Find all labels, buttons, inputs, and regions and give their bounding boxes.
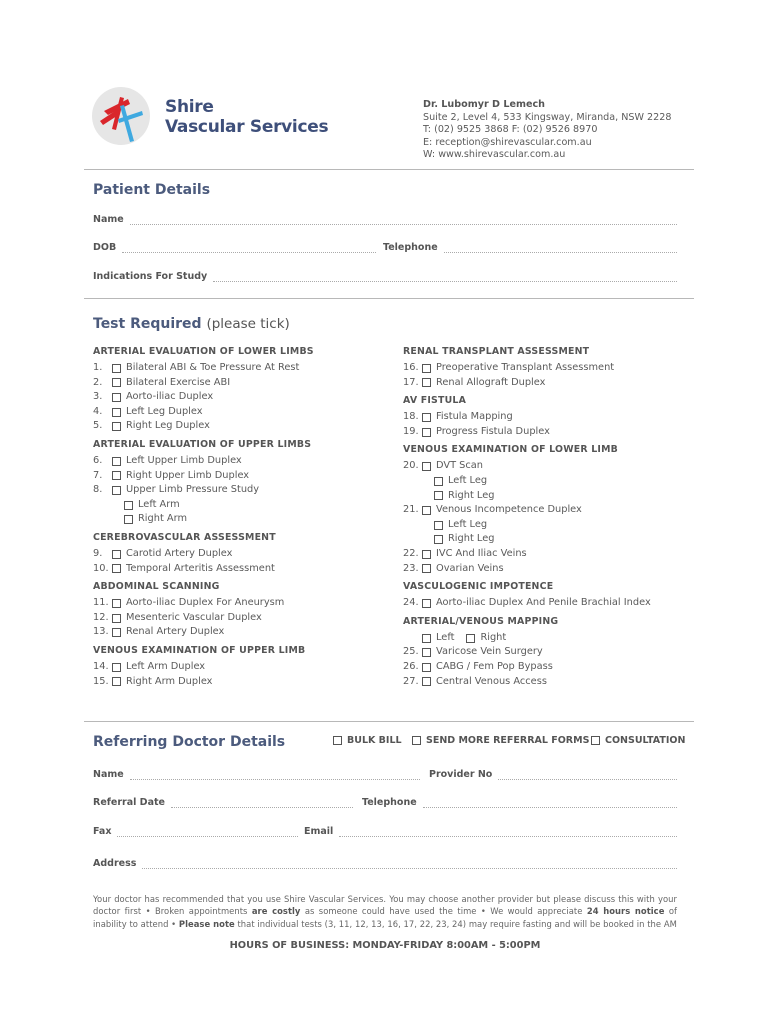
test-number: 18. <box>403 411 419 423</box>
checkbox-box[interactable] <box>422 648 431 657</box>
test-checkbox-item[interactable] <box>403 547 693 562</box>
test-group <box>93 581 383 640</box>
notice-text: of inability to attend • <box>93 906 677 929</box>
test-number: 19. <box>403 425 419 437</box>
clinic-email: E: reception@shirevascular.com.au <box>423 136 592 148</box>
test-number: 16. <box>403 362 419 373</box>
test-number: 2. <box>93 376 103 388</box>
test-number: 10. <box>93 562 109 574</box>
referrer-address-field[interactable] <box>93 858 677 869</box>
test-number: 9. <box>93 547 103 559</box>
send-more-forms-label: SEND MORE REFERRAL FORMS <box>426 735 590 746</box>
patient-dob-label: DOB <box>93 242 117 253</box>
referral-date-label: Referral Date <box>93 797 165 808</box>
test-checkbox-item[interactable] <box>403 518 693 533</box>
test-number: 5. <box>93 420 103 432</box>
test-number: 7. <box>93 469 103 481</box>
test-checkbox-item[interactable] <box>93 483 383 498</box>
test-label: Right <box>480 631 507 643</box>
checkbox-box[interactable] <box>434 477 443 486</box>
test-group <box>403 444 693 576</box>
test-group <box>93 532 383 576</box>
test-number: 24. <box>403 597 419 609</box>
test-checkbox-item[interactable] <box>403 489 693 504</box>
referrer-email-label: Email <box>304 826 334 837</box>
checkbox-box[interactable] <box>112 378 121 387</box>
clinic-website: W: www.shirevascular.com.au <box>423 149 566 160</box>
test-checkbox-item[interactable] <box>403 645 693 660</box>
test-checkbox-item[interactable] <box>403 660 693 675</box>
test-number: 23. <box>403 562 419 574</box>
test-label: Right Leg <box>448 489 495 501</box>
test-checkbox-item[interactable] <box>403 410 693 425</box>
provider-no-field[interactable] <box>429 769 677 780</box>
notice-text: Your doctor has recommended that you use Shire Vascular Services. You may choose another provider but please discuss this with your doctor first • Broken appointments <box>93 894 677 917</box>
test-checkbox-item[interactable] <box>93 376 383 391</box>
checkbox-box[interactable] <box>422 634 431 643</box>
test-label: Right Leg Duplex <box>126 420 210 432</box>
tests-left-column <box>93 346 383 694</box>
test-checkbox-item[interactable] <box>93 562 383 577</box>
indications-label: Indications For Study <box>93 271 208 282</box>
test-checkbox-item[interactable] <box>93 469 383 484</box>
test-checkbox-item[interactable] <box>403 474 693 489</box>
test-label: Mesenteric Vascular Duplex <box>126 611 262 623</box>
checkbox-box[interactable] <box>112 471 121 480</box>
test-checkbox-item[interactable] <box>403 376 693 391</box>
indications-field[interactable] <box>93 271 677 282</box>
test-label: Renal Artery Duplex <box>126 626 225 638</box>
referring-doctor-title: Referring Doctor Details <box>93 734 286 750</box>
checkbox-box[interactable] <box>422 462 431 471</box>
test-checkbox-item[interactable] <box>93 611 383 626</box>
test-group <box>93 346 383 434</box>
test-group-heading: RENAL TRANSPLANT ASSESSMENT <box>403 346 590 357</box>
divider <box>84 298 694 299</box>
test-number: 12. <box>93 611 109 623</box>
test-label: Preoperative Transplant Assessment <box>436 362 615 373</box>
send-more-forms-checkbox[interactable] <box>412 735 589 746</box>
test-group <box>403 581 693 611</box>
test-label: Right Leg <box>448 533 495 545</box>
test-number: 17. <box>403 376 419 388</box>
tests-right-column <box>403 346 693 694</box>
bulk-bill-label: BULK BILL <box>347 735 402 746</box>
checkbox-box[interactable] <box>112 550 121 559</box>
clinic-phone-fax: T: (02) 9525 3868 F: (02) 9526 8970 <box>423 124 598 135</box>
notice-bold: are costly <box>251 906 301 917</box>
checkbox-box[interactable] <box>422 550 431 559</box>
checkbox-box[interactable] <box>412 736 421 745</box>
test-number: 15. <box>93 675 109 687</box>
checkbox-box[interactable] <box>112 393 121 402</box>
test-label: Carotid Artery Duplex <box>126 547 233 559</box>
test-number: 11. <box>93 597 109 609</box>
checkbox-box[interactable] <box>422 663 431 672</box>
test-checkbox-item[interactable] <box>93 660 383 675</box>
patient-telephone-label: Telephone <box>383 242 438 253</box>
test-label: Right Upper Limb Duplex <box>126 469 250 481</box>
test-label: Progress Fistula Duplex <box>436 425 550 437</box>
test-group <box>403 346 693 390</box>
test-checkbox-item[interactable] <box>93 675 383 690</box>
test-label: Ovarian Veins <box>436 562 504 574</box>
test-label: Left Arm Duplex <box>126 660 206 672</box>
test-label: Left Leg <box>448 474 488 486</box>
divider <box>84 721 694 722</box>
test-label: Left Leg Duplex <box>126 405 203 417</box>
checkbox-box[interactable] <box>112 614 121 623</box>
checkbox-box[interactable] <box>591 736 600 745</box>
checkbox-box[interactable] <box>112 564 121 573</box>
checkbox-box[interactable] <box>422 428 431 437</box>
test-checkbox-item[interactable] <box>403 361 693 376</box>
test-checkbox-item[interactable] <box>403 675 693 690</box>
test-checkbox-item[interactable] <box>403 459 693 474</box>
test-number: 3. <box>93 391 103 403</box>
test-group <box>403 616 693 689</box>
test-group <box>403 395 693 439</box>
consultation-label: CONSULTATION <box>605 735 686 746</box>
patient-name-label: Name <box>93 214 124 225</box>
consultation-checkbox[interactable] <box>591 735 685 746</box>
bulk-bill-checkbox[interactable] <box>333 735 402 746</box>
test-group-heading: ABDOMINAL SCANNING <box>93 581 220 593</box>
test-label: Right Arm <box>138 513 188 525</box>
test-number: 22. <box>403 547 419 559</box>
referrer-name-field[interactable] <box>93 769 420 780</box>
test-number: 14. <box>93 660 109 672</box>
test-group-heading: VENOUS EXAMINATION OF UPPER LIMB <box>93 644 306 656</box>
test-group <box>93 645 383 689</box>
test-number: 4. <box>93 405 103 417</box>
test-group-heading: ARTERIAL/VENOUS MAPPING <box>403 615 559 627</box>
test-label: Central Venous Access <box>436 675 547 687</box>
test-checkbox-item[interactable] <box>93 405 383 420</box>
test-group-heading: ARTERIAL EVALUATION OF LOWER LIMBS <box>93 346 314 357</box>
test-label: Aorto-iliac Duplex And Penile Brachial Index <box>436 597 651 609</box>
test-label: IVC And Iliac Veins <box>436 547 527 559</box>
test-group-heading: AV FISTULA <box>403 395 467 407</box>
checkbox-box[interactable] <box>434 535 443 544</box>
test-number: 26. <box>403 660 419 672</box>
test-group-heading: VASCULOGENIC IMPOTENCE <box>403 581 554 593</box>
checkbox-box[interactable] <box>333 736 342 745</box>
checkbox-box[interactable] <box>112 364 121 373</box>
logo-mark <box>90 85 152 147</box>
doctor-name: Dr. Lubomyr D Lemech <box>423 99 545 110</box>
referrer-fax-field[interactable] <box>93 826 298 837</box>
checkbox-box[interactable] <box>422 564 431 573</box>
test-required-title: Test Required <box>93 316 202 332</box>
patient-notice <box>93 893 677 930</box>
test-checkbox-item[interactable] <box>93 419 383 434</box>
test-checkbox-item[interactable] <box>403 503 693 518</box>
referrer-fax-label: Fax <box>93 826 112 837</box>
brand-name-line2: Vascular Services <box>165 117 329 137</box>
test-label: DVT Scan <box>436 460 483 472</box>
patient-telephone-field[interactable] <box>383 242 677 253</box>
checkbox-box[interactable] <box>422 413 431 422</box>
test-number: 1. <box>93 362 103 373</box>
divider <box>84 169 694 170</box>
test-checkbox-item[interactable] <box>93 596 383 611</box>
checkbox-box[interactable] <box>422 599 431 608</box>
test-checkbox-item[interactable] <box>403 532 693 547</box>
patient-details-title: Patient Details <box>93 182 211 198</box>
test-checkbox-item[interactable] <box>93 454 383 469</box>
test-checkbox-item[interactable] <box>403 631 693 646</box>
checkbox-box[interactable] <box>112 663 121 672</box>
referral-date-field[interactable] <box>93 797 353 808</box>
referrer-telephone-label: Telephone <box>362 797 417 808</box>
test-number: 21. <box>403 504 419 516</box>
test-group-heading: CEREBROVASCULAR ASSESSMENT <box>93 531 276 543</box>
checkbox-box[interactable] <box>422 506 431 515</box>
referrer-email-field[interactable] <box>304 826 677 837</box>
test-checkbox-item[interactable] <box>93 361 383 376</box>
test-checkbox-item[interactable] <box>403 596 693 611</box>
test-group <box>93 439 383 527</box>
notice-bold: 24 hours notice <box>586 906 665 917</box>
test-label: Varicose Vein Surgery <box>436 646 543 658</box>
checkbox-box[interactable] <box>112 599 121 608</box>
test-checkbox-item[interactable] <box>93 390 383 405</box>
test-label: Left Leg <box>448 518 488 530</box>
checkbox-box[interactable] <box>112 677 121 686</box>
test-number: 8. <box>93 484 103 496</box>
checkbox-box[interactable] <box>434 491 443 500</box>
test-label: Venous Incompetence Duplex <box>436 504 582 516</box>
checkbox-box[interactable] <box>422 378 431 387</box>
test-checkbox-item[interactable] <box>93 547 383 562</box>
checkbox-box[interactable] <box>112 486 121 495</box>
checkbox-box[interactable] <box>112 457 121 466</box>
patient-dob-field[interactable] <box>93 242 376 253</box>
test-label: Left <box>436 631 455 643</box>
test-label: Left Upper Limb Duplex <box>126 454 242 466</box>
test-checkbox-item[interactable] <box>93 625 383 640</box>
test-label: Right Arm Duplex <box>126 675 213 687</box>
checkbox-box[interactable] <box>124 515 133 524</box>
test-label: Upper Limb Pressure Study <box>126 484 260 496</box>
test-label: Aorto-iliac Duplex <box>126 391 214 403</box>
test-number: 20. <box>403 460 419 472</box>
checkbox-box[interactable] <box>124 501 133 510</box>
brand-name-line1: Shire <box>165 97 214 117</box>
test-label: Bilateral Exercise ABI <box>126 376 231 388</box>
checkbox-box[interactable] <box>422 677 431 686</box>
checkbox-box[interactable] <box>112 422 121 431</box>
clinic-address: Suite 2, Level 4, 533 Kingsway, Miranda, NSW 2228 <box>423 111 672 123</box>
test-checkbox-item[interactable] <box>403 425 693 440</box>
test-number: 13. <box>93 626 109 638</box>
business-hours: HOURS OF BUSINESS: MONDAY-FRIDAY 8:00AM - 5:00PM <box>229 940 541 951</box>
checkbox-box[interactable] <box>422 364 431 373</box>
referrer-name-label: Name <box>93 769 124 780</box>
test-number: 6. <box>93 454 103 466</box>
test-label: CABG / Fem Pop Bypass <box>436 660 553 672</box>
checkbox-box[interactable] <box>112 408 121 417</box>
test-label: Renal Allograft Duplex <box>436 376 546 388</box>
test-group-heading: ARTERIAL EVALUATION OF UPPER LIMBS <box>93 438 312 450</box>
test-group-heading: VENOUS EXAMINATION OF LOWER LIMB <box>403 444 618 456</box>
test-checkbox-item[interactable] <box>93 498 383 513</box>
test-number: 27. <box>403 675 419 687</box>
checkbox-box[interactable] <box>434 521 443 530</box>
test-label: Temporal Arteritis Assessment <box>126 562 275 574</box>
test-label: Left Arm <box>138 498 180 510</box>
notice-text: as someone could have used the time • We would appreciate <box>300 906 587 917</box>
referrer-address-label: Address <box>93 858 137 869</box>
referrer-telephone-field[interactable] <box>362 797 677 808</box>
notice-text: that individual tests (3, 11, 12, 13, 16, 17, 22, 23, 24) may require fasting and will be booked in the AM <box>234 918 677 929</box>
patient-name-field[interactable] <box>93 214 677 225</box>
notice-bold: Please note <box>178 918 235 929</box>
test-checkbox-item[interactable] <box>93 512 383 527</box>
test-label: Aorto-iliac Duplex For Aneurysm <box>126 597 285 609</box>
test-label: Fistula Mapping <box>436 411 513 423</box>
test-number: 25. <box>403 646 419 658</box>
test-required-subtitle: (please tick) <box>206 316 290 332</box>
checkbox-box[interactable] <box>466 634 475 643</box>
provider-no-label: Provider No <box>429 769 493 780</box>
test-checkbox-item[interactable] <box>403 562 693 577</box>
test-label: Bilateral ABI & Toe Pressure At Rest <box>126 362 300 373</box>
checkbox-box[interactable] <box>112 628 121 637</box>
